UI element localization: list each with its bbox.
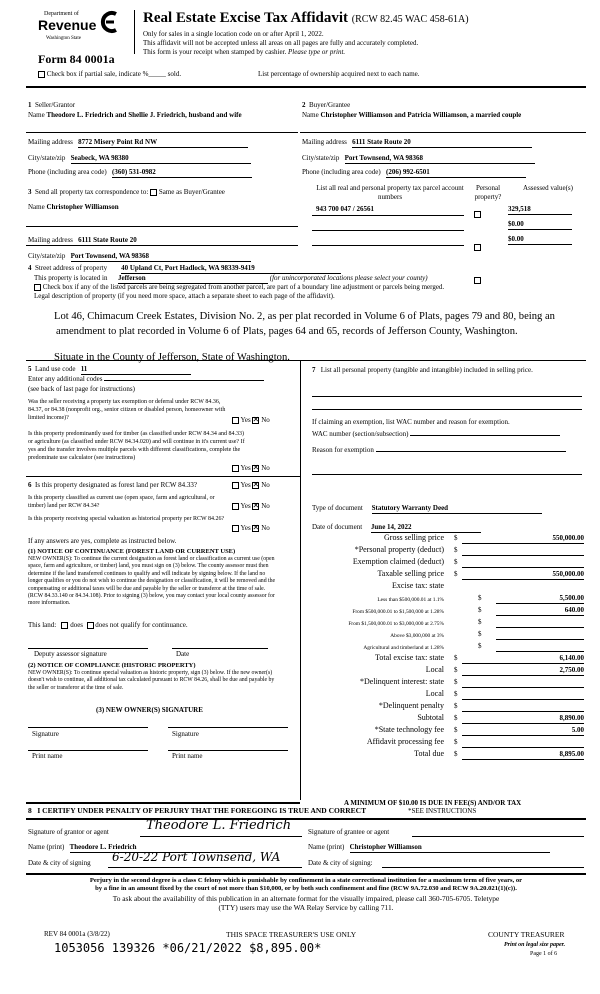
seller-mailing-label: Mailing address (28, 138, 73, 146)
alt-format-line: To ask about the availability of this publication in an alternate format for the visually impaired, please call 360-705-6705. Teletype (112, 894, 500, 903)
seller-heading: Seller/Grantor (35, 101, 76, 109)
q6a-yes-checkbox[interactable] (232, 482, 239, 489)
located-label: This property is located in (34, 274, 108, 282)
deputy-signature-label: Deputy assessor signature (34, 650, 107, 658)
tax-row-value[interactable]: 550,000.00 (462, 570, 584, 580)
wac-label: WAC number (section/subsection) (312, 430, 409, 438)
q6-current-use: Is this property classified as current use (open space, farm and agricultural, or timber) land per RCW 84.34? (28, 495, 215, 509)
seller-city[interactable]: Seabeck, WA 98380 (71, 154, 251, 164)
tax-row-value[interactable] (496, 642, 584, 652)
tax-row-label: Above $3,000,000 at 3% (390, 633, 444, 639)
corr-city[interactable]: Port Townsend, WA 98368 (71, 252, 251, 262)
no-label: No (261, 416, 270, 424)
personal-property-checkbox[interactable] (474, 277, 481, 284)
buyer-mailing[interactable]: 6111 State Route 20 (352, 138, 532, 148)
assessed-value[interactable]: $0.00 (508, 220, 572, 230)
deputy-date-label: Date (176, 650, 190, 658)
tty-line: (TTY) users may use the WA Relay Service by calling 711. (218, 903, 394, 912)
street-label: Street address of property (35, 264, 108, 272)
seller-phone[interactable]: (360) 531-0982 (112, 168, 252, 178)
form-number: Form 84 0001a (38, 52, 115, 66)
grantor-signature-label: Signature of grantor or agent (28, 828, 109, 836)
seller-name-label: Name (28, 111, 45, 119)
logo-emblem-icon (98, 10, 120, 34)
seller-phone-label: Phone (including area code) (28, 168, 107, 176)
if-yes-note: If any answers are yes, complete as instructed below. (28, 537, 177, 545)
dollar-sign: $ (454, 546, 458, 554)
buyer-city[interactable]: Port Townsend, WA 98368 (345, 154, 535, 164)
no-label: No (261, 502, 270, 510)
corr-city-label: City/state/zip (28, 252, 66, 260)
legal-label: Legal description of property (if you need more space, attach a separate sheet to each page of the affidavit). (34, 292, 335, 300)
personal-property-checkbox[interactable] (474, 244, 481, 251)
tax-row-label: Less than $500,000.01 at 1.1% (377, 597, 444, 603)
logo-line-2: Revenue (38, 17, 97, 33)
doc-type-label: Type of document (312, 504, 363, 512)
tax-row-label: Gross selling price (384, 533, 444, 542)
owner-print-name-2[interactable]: Print name (172, 752, 203, 760)
notice-continuance-title: (1) NOTICE OF CONTINUANCE (FOREST LAND OR CURRENT USE) (28, 548, 236, 555)
doc-type[interactable]: Statutory Warranty Deed (372, 504, 542, 514)
land-does-not-checkbox[interactable] (87, 622, 94, 629)
doc-date[interactable]: June 14, 2022 (371, 523, 481, 533)
tax-row-value[interactable]: 5.00 (462, 726, 584, 736)
same-as-buyer-checkbox[interactable] (150, 189, 157, 196)
wac-input[interactable] (410, 435, 560, 436)
does-label: does (70, 621, 84, 629)
dollar-sign: $ (478, 606, 482, 614)
same-as-buyer-label: Same as Buyer/Grantee (158, 188, 225, 196)
segregated-checkbox[interactable] (34, 284, 41, 291)
q6b-no-checkbox[interactable] (252, 503, 259, 510)
tax-row-label: From $1,500,000.01 to $3,000,000 at 2.75% (348, 621, 444, 627)
perjury-line-2: by a fine in an amount fixed by the court of not more than $10,000, or by both such confinement and fine (RCW 9A.72.030 and RCW 9A.20.021(1)(c)). (95, 885, 517, 892)
tax-row-value[interactable] (462, 738, 584, 748)
tax-row-label: Taxable selling price (377, 569, 444, 578)
dollar-sign: $ (454, 738, 458, 746)
tax-row-value[interactable] (462, 690, 584, 700)
grantee-print-name[interactable]: Christopher Williamson (350, 843, 550, 853)
q5a-no-checkbox[interactable] (252, 417, 259, 424)
land-does-checkbox[interactable] (61, 622, 68, 629)
tax-row-label: *Delinquent interest: state (360, 677, 444, 686)
dollar-sign: $ (478, 642, 482, 650)
legal-line-3: Situate in the County of Jefferson, State of Washington. (54, 352, 290, 363)
personal-property-header: Personal property? (474, 184, 502, 201)
tax-row-label: Local (425, 665, 444, 674)
no-label: No (261, 464, 270, 472)
dollar-sign: $ (454, 666, 458, 674)
personal-property-checkbox[interactable] (474, 211, 481, 218)
tax-row-label: *Delinquent penalty (378, 701, 444, 710)
notice-compliance-title: (2) NOTICE OF COMPLIANCE (HISTORIC PROPERTY) (28, 662, 196, 669)
new-owner-signature-title: (3) NEW OWNER(S) SIGNATURE (96, 706, 203, 714)
tax-row-label: *State technology fee (374, 725, 444, 734)
corr-mailing-label: Mailing address (28, 236, 73, 244)
tax-row-label: Affidavit processing fee (366, 737, 444, 746)
tax-row-value[interactable] (462, 546, 584, 556)
see-back-note: (see back of last page for instructions) (28, 385, 135, 393)
grantee-signature-label: Signature of grantee or agent (308, 828, 390, 836)
assessed-value[interactable]: $0.00 (508, 235, 572, 245)
located-county[interactable]: Jefferson (118, 274, 268, 284)
tax-row-label: Local (425, 689, 444, 698)
grantor-print-name[interactable]: Theodore L. Friedrich (70, 843, 250, 853)
land-use-label: Land use code (35, 365, 76, 373)
q5a-yes-checkbox[interactable] (232, 417, 239, 424)
legal-line-1: Lot 46, Chimacum Creek Estates, Division No. 2, as per plat recorded in Volume 6 of Plats, pages 79 and 80, being an (54, 311, 555, 322)
grantee-date-city-label: Date & city of signing: (308, 859, 373, 867)
street-address[interactable]: 40 Upland Ct, Port Hadlock, WA 98339-9419 (121, 264, 341, 274)
yes-label: Yes (240, 524, 251, 532)
header-note-2: This affidavit will not be accepted unless all areas on all pages are fully and accurately completed. (143, 39, 419, 47)
corr-name[interactable]: Christopher Williamson (46, 203, 119, 211)
dollar-sign: $ (478, 630, 482, 638)
dollar-sign: $ (454, 726, 458, 734)
grantor-signature[interactable]: Theodore L. Friedrich (146, 818, 292, 833)
page-number: Page 1 of 6 (530, 951, 558, 957)
dollar-sign: $ (454, 570, 458, 578)
buyer-heading: Buyer/Grantee (309, 101, 351, 109)
tax-row-label: Agricultural and timberland at 1.28% (363, 645, 444, 651)
tax-row-value[interactable]: 640.00 (496, 606, 584, 616)
tax-row-value[interactable] (496, 618, 584, 628)
land-use-code[interactable]: 11 (81, 365, 191, 375)
corr-name-label: Name (28, 203, 45, 211)
parcels-header: List all real and personal property tax parcel account numbers (316, 184, 464, 201)
q5-timber: Is this property predominantly used for timber (as classified under RCW 84.34 and 84.33) or agriculture (as classified under RCW 84.34.020) and will continue in it's current use? If yes and the transfer involves multiple parcels with different classifications, complete the predominate use calculator (see instructions) (28, 431, 245, 461)
form-citation: (RCW 82.45 WAC 458-61A) (351, 14, 469, 25)
grantor-date-city-label: Date & city of signing (28, 859, 91, 867)
tax-row-value[interactable]: 8,895.00 (462, 750, 584, 760)
seller-mailing[interactable]: 8772 Misery Point Rd NW (78, 138, 248, 148)
treasurer-use-only: THIS SPACE TREASURER'S USE ONLY (226, 930, 357, 939)
personal-property-list-label: List all personal property (tangible and intangible) included in selling price. (320, 366, 533, 374)
additional-codes-input[interactable] (104, 380, 264, 381)
tax-row-value[interactable]: 2,750.00 (462, 666, 584, 676)
dollar-sign: $ (454, 678, 458, 686)
dollar-sign: $ (478, 618, 482, 626)
tax-row-value[interactable]: 550,000.00 (462, 534, 584, 544)
county-treasurer: COUNTY TREASURER (488, 930, 565, 939)
q5b-no-checkbox[interactable] (252, 465, 259, 472)
legal-line-2: amendment to plat recorded in Volume 6 of Plats, pages 64 and 65, records of Jefferson County, Washington. (56, 326, 518, 337)
buyer-mailing-label: Mailing address (302, 138, 347, 146)
tax-row-label: Total excise tax: state (375, 653, 444, 662)
buyer-name-label: Name (302, 111, 319, 119)
this-land-label: This land: (28, 621, 57, 629)
tax-row-value[interactable] (462, 558, 584, 568)
seller-city-label: City/state/zip (28, 154, 66, 162)
partial-sale-label: Check box if partial sale, indicate %_____ sold. (46, 70, 182, 78)
tax-row-value[interactable]: 8,890.00 (462, 714, 584, 724)
correspondence-label: Send all property tax correspondence to: (35, 188, 149, 196)
legal-paper-note: Print on legal size paper. (504, 942, 566, 948)
header-note-1: Only for sales in a single location code on or after April 1, 2022. (143, 30, 324, 38)
no-label: No (261, 481, 270, 489)
notice-compliance-body: NEW OWNER(S): To continue special valuation as historic property, sign (3) below. If the new owner(s) doesn't wish to continue, all additional tax calculated pursuant to RCW 84.26, shall be due and payable by the seller or transferor at the time of sale. (28, 670, 275, 691)
owner-signature-2[interactable]: Signature (172, 730, 199, 738)
see-instructions-note: *SEE INSTRUCTIONS (408, 807, 477, 815)
assessed-value[interactable]: 329,518 (508, 205, 572, 215)
q6b-yes-checkbox[interactable] (232, 503, 239, 510)
tax-row-label: From $500,000.01 to $1,500,000 at 1.28% (352, 609, 444, 615)
minimum-due-note: A MINIMUM OF $10.00 IS DUE IN FEE(S) AND/OR TAX (344, 799, 522, 807)
tax-row-value[interactable] (462, 678, 584, 688)
header-note-3: This form is your receipt when stamped by cashier. (143, 48, 287, 56)
tax-row-label: Total due (414, 749, 444, 758)
additional-codes-label: Enter any additional codes (28, 375, 103, 383)
revision-number: REV 84 0001a (3/8/22) (44, 930, 110, 938)
tax-row-value[interactable]: 6,140.00 (462, 654, 584, 664)
partial-sale-checkbox[interactable] (38, 71, 45, 78)
header-note-3b: Please type or print. (288, 48, 346, 56)
buyer-phone-label: Phone (including area code) (302, 168, 381, 176)
parcel-number[interactable]: 943 700 047 / 26561 (316, 205, 374, 213)
dor-logo (38, 8, 122, 48)
form-title: Real Estate Excise Tax Affidavit (143, 10, 348, 26)
assessed-value-header: Assessed value(s) (523, 184, 573, 192)
certify-statement: I CERTIFY UNDER PENALTY OF PERJURY THAT THE FOREGOING IS TRUE AND CORRECT (37, 806, 367, 815)
dollar-sign: $ (454, 534, 458, 542)
q6a-no-checkbox[interactable] (252, 482, 259, 489)
q6-historic: Is this property receiving special valuation as historical property per RCW 84.26? (28, 516, 225, 522)
tax-row-label: Excise tax: state (392, 581, 444, 590)
q6c-yes-checkbox[interactable] (232, 525, 239, 532)
owner-signature-1[interactable]: Signature (32, 730, 59, 738)
buyer-name[interactable]: Christopher Williamson and Patricia Williamson, a married couple (320, 111, 522, 119)
notice-continuance-body: NEW OWNER(S): To continue the current designation as forest land or classification as current use (open space, farm and agriculture, or timber) land, you must sign on (3) below. The county assessor must then determine if the land transferred continues to qualify and will indicate by signing below. If the land no longer qualifies or you do not wish to continue the designation or classification, it will be removed and the compensating or additional taxes will be due and payable by the seller or transferor at the time of sale. (RCW 84.33.140 or 84.34.108). Prior to signing (3) below, you may contact your local county assessor for more information. (28, 556, 276, 607)
treasurer-stamp: 1053056 139326 *06/21/2022 $8,895.00* (54, 941, 322, 955)
yes-label: Yes (240, 502, 251, 510)
q6c-no-checkbox[interactable] (252, 525, 259, 532)
dollar-sign: $ (454, 558, 458, 566)
segregated-label: Check box if any of the listed parcels are being segregated from another parcel, are part of a boundary line adjustment or parcels being merged. (42, 283, 445, 291)
seller-name-row (28, 111, 298, 120)
tax-row-label: Subtotal (417, 713, 444, 722)
buyer-phone[interactable]: (206) 992-6501 (386, 168, 526, 178)
yes-label: Yes (240, 416, 251, 424)
logo-line-1: Department of (44, 11, 79, 17)
dollar-sign: $ (454, 714, 458, 722)
ownership-note: List percentage of ownership acquired next to each name. (258, 70, 420, 78)
q6-forest: Is this property designated as forest land per RCW 84.33? (35, 481, 198, 489)
unincorporated-note: (for unincorporated locations please select your county) (269, 274, 428, 282)
no-label: No (261, 524, 270, 532)
doc-date-label: Date of document (312, 523, 363, 531)
dollar-sign: $ (454, 702, 458, 710)
grantor-date-city[interactable]: 6-20-22 Port Townsend, WA (112, 850, 281, 864)
exemption-label: If claiming an exemption, list WAC number and reason for exemption. (312, 418, 510, 426)
yes-label: Yes (240, 464, 251, 472)
q5-exemption: Was the seller receiving a property tax exemption or deferral under RCW 84.36, 84.37, or 84.38 (nonprofit org., senior citizen or disabled person, homeowner with limited income)? (28, 399, 226, 421)
tax-row-value[interactable]: 5,500.00 (496, 594, 584, 604)
corr-mailing[interactable]: 6111 State Route 20 (78, 236, 248, 246)
grantor-name-label: Name (print) (28, 843, 65, 851)
exemption-reason-input[interactable] (376, 451, 566, 452)
tax-row-label: Exemption claimed (deduct) (352, 557, 444, 566)
does-not-label: does not qualify for continuance. (95, 621, 188, 629)
logo-line-3: Washington State (46, 36, 82, 41)
tax-row-value[interactable] (496, 630, 584, 640)
seller-name[interactable]: Theodore L. Friedrich and Shellie J. Friedrich, husband and wife (46, 111, 242, 119)
q5b-yes-checkbox[interactable] (232, 465, 239, 472)
dollar-sign: $ (454, 690, 458, 698)
exemption-reason-label: Reason for exemption (312, 446, 374, 454)
perjury-line-1: Perjury in the second degree is a class C felony which is punishable by confinement in a state correctional institution for a maximum term of five years, or (89, 877, 523, 884)
tax-row-label: *Personal property (deduct) (354, 545, 444, 554)
dollar-sign: $ (478, 594, 482, 602)
grantee-name-label: Name (print) (308, 843, 345, 851)
tax-row-value[interactable] (462, 702, 584, 712)
owner-print-name-1[interactable]: Print name (32, 752, 63, 760)
dollar-sign: $ (454, 654, 458, 662)
buyer-city-label: City/state/zip (302, 154, 340, 162)
yes-label: Yes (240, 481, 251, 489)
dollar-sign: $ (454, 750, 458, 758)
legal-description (54, 309, 555, 365)
